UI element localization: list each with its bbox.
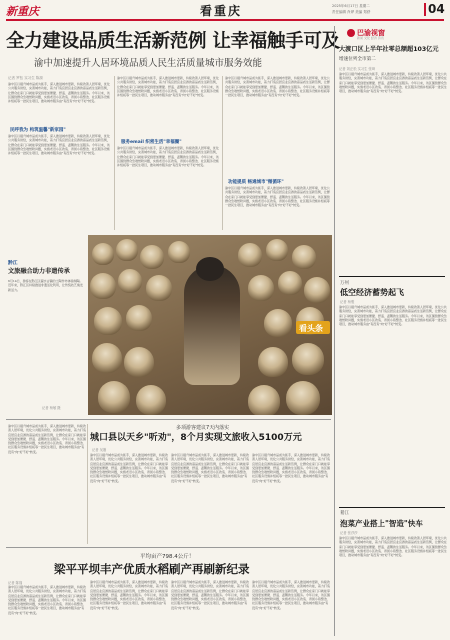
lead-col-1: 渝中区以提升城市品质为抓手，深入推进城市更新，持续改善人居环境，优化公共服务供给，完善城市功能，着力打造宜居宜业宜游的高品质生活新范例，让群众在家门口就能享受到更加便捷、舒适、温馨的生活服务。今年以来，该区围绕群众急难愁盼问题，实施老旧小区改造、背街小巷整治、社区服务设施补短板等一批民生项目，推动城市服务由"有没有"向"好不好"转变。 [8,82,110,104]
lead-subheadline: 渝中加速提升人居环境品质人民生活质量城市服务效能 [34,58,263,69]
liangping-col-1: 渝中区以提升城市品质为抓手，深入推进城市更新，持续改善人居环境，优化公共服务供给，完善城市功能，着力打造宜居宜业宜游的高品质生活新范例，让群众在家门口就能享受到更加便捷、舒适、温馨的生活服务。今年以来，该区围绕群众急难愁盼问题，实施老旧小区改造、背街小巷整治、社区服务设施补短板等一批民生项目，推动城市服务由"有没有"向"好不好"转变。 [8,585,86,615]
masthead-section: 看重庆 [200,4,243,18]
lead-col-2b: 渝中区以提升城市品质为抓手，深入推进城市更新，持续改善人居环境，优化公共服务供给，完善城市功能，着力打造宜居宜业宜游的高品质生活新范例，让群众在家门口就能享受到更加便捷、舒适、温馨的生活服务。今年以来，该区围绕群众急难愁盼问题，实施老旧小区改造、背街小巷整治、社区服务设施补短板等一批民生项目，推动城市服务由"有没有"向"好不好"转变。 [117,146,219,168]
photo-label-tag [296,321,330,334]
left-column-story: 渝中区以提升城市品质为抓手，深入推进城市更新，持续改善人居环境，优化公共服务供给，完善城市功能，着力打造宜居宜业宜游的高品质生活新范例，让群众在家门口就能享受到更加便捷、舒适、温馨的生活服务。今年以来，该区围绕群众急难愁盼问题，实施老旧小区改造、背街小巷整治、社区服务设施补短板等一批民生项目，推动城市服务由"有没有"向"好不好"转变。 [8,424,86,454]
sidebar-story3-region: 綦江 [340,511,349,516]
chengkou-headline: 城口县以天乡"听劝"，8个月实现文旅收入5100万元 [90,433,302,443]
lead-subhead-3: 功能提质 畅通城市"微循环" [228,180,284,185]
lead-headline: 全力建设品质生活新范例 让幸福触手可及 [6,31,340,52]
sidebar-top-story: 大渡口区上半年社零总额超103亿元 [339,46,439,53]
caption-headline: 文旅融合助力非遗传承 [8,268,70,275]
lead-subhead-2: 服务email 织密生活"幸福圈" [121,140,182,145]
caption-body: 6月14日，游客在黔江区濯水古镇的土陶作坊体验制陶。近年来，黔江区持续推进非遗活化利用，让传统技艺焕发新活力。 [8,279,83,292]
photo-caption [6,235,84,415]
lead-col-2: 渝中区以提升城市品质为抓手，深入推进城市更新，持续改善人居环境，优化公共服务供给，完善城市功能，着力打造宜居宜业宜游的高品质生活新范例，让群众在家门口就能享受到更加便捷、舒适、温馨的生活服务。今年以来，该区围绕群众急难愁盼问题，实施老旧小区改造、背街小巷整治、社区服务设施补短板等一批民生项目，推动城市服务由"有没有"向"好不好"转变。 [117,76,219,98]
sidebar-story3-body: 渝中区以提升城市品质为抓手，深入推进城市更新，持续改善人居环境，优化公共服务供给，完善城市功能，着力打造宜居宜业宜游的高品质生活新范例，让群众在家门口就能享受到更加便捷、舒适、温馨的生活服务。今年以来，该区围绕群众急难愁盼问题，实施老旧小区改造、背街小巷整治、社区服务设施补短板等一批民生项目，推动城市服务由"有没有"向"好不好"转变。 [339,536,447,558]
sidebar-story3-headline: 泡菜产业搭上"智造"快车 [340,519,423,528]
caption-region: 黔江 [8,261,18,266]
potter-figure [184,265,240,385]
liangping-kicker: 平均亩产798.4公斤！ [140,554,195,560]
brand-dot-icon [347,29,355,37]
masthead-date: 2025年6月17日 星期二 [332,4,370,8]
sidebar-story2-body: 渝中区以提升城市品质为抓手，深入推进城市更新，持续改善人居环境，优化公共服务供给，完善城市功能，着力打造宜居宜业宜游的高品质生活新范例，让群众在家门口就能享受到更加便捷、舒适、温馨的生活服务。今年以来，该区围绕群众急难愁盼问题，实施老旧小区改造、背街小巷整治、社区服务设施补短板等一批民生项目，推动城市服务由"有没有"向"好不好"转变。 [339,305,447,327]
chengkou-col-2: 渝中区以提升城市品质为抓手，深入推进城市更新，持续改善人居环境，优化公共服务供给，完善城市功能，着力打造宜居宜业宜游的高品质生活新范例，让群众在家门口就能享受到更加便捷、舒适、温馨的生活服务。今年以来，该区围绕群众急难愁盼问题，实施老旧小区改造、背街小巷整治、社区服务设施补短板等一批民生项目，推动城市服务由"有没有"向"好不好"转变。 [171,453,249,483]
sidebar-top-story-sub: 增速位列全市第二 [339,57,376,62]
sidebar-story2-region: 万州 [340,281,349,286]
liangping-headline: 梁平平坝丰产优质水稻刷产再刷新纪录 [54,562,250,576]
masthead-logo: 新重庆 [6,5,39,18]
lead-col-1b: 渝中区以提升城市品质为抓手，深入推进城市更新，持续改善人居环境，优化公共服务供给，完善城市功能，着力打造宜居宜业宜游的高品质生活新范例，让群众在家门口就能享受到更加便捷、舒适、温馨的生活服务。今年以来，该区围绕群众急难愁盼问题，实施老旧小区改造、背街小巷整治、社区服务设施补短板等一批民生项目，推动城市服务由"有没有"向"好不好"转变。 [8,134,110,156]
liangping-col-4: 渝中区以提升城市品质为抓手，深入推进城市更新，持续改善人居环境，优化公共服务供给，完善城市功能，着力打造宜居宜业宜游的高品质生活新范例，让群众在家门口就能享受到更加便捷、舒适、温馨的生活服务。今年以来，该区围绕群众急难愁盼问题，实施老旧小区改造、背街小巷整治、社区服务设施补短板等一批民生项目，推动城市服务由"有没有"向"好不好"转变。 [252,580,330,610]
photo-label: 看头条 [299,323,323,333]
sidebar-brand-sub: 新闻 文化 经济 资讯 [357,36,384,40]
sidebar-story2-headline: 低空经济蓄势起飞 [340,288,404,297]
chengkou-col-3: 渝中区以提升城市品质为抓手，深入推进城市更新，持续改善人居环境，优化公共服务供给，完善城市功能，着力打造宜居宜业宜游的高品质生活新范例，让群众在家门口就能享受到更加便捷、舒适、温馨的生活服务。今年以来，该区围绕群众急难愁盼问题，实施老旧小区改造、背街小巷整治、社区服务设施补短板等一批民生项目，推动城市服务由"有没有"向"好不好"转变。 [252,453,330,483]
sidebar-top-byline: 记者 刘正松 实习生 张琦 [339,67,376,71]
liangping-col-3: 渝中区以提升城市品质为抓手，深入推进城市更新，持续改善人居环境，优化公共服务供给，完善城市功能，着力打造宜居宜业宜游的高品质生活新范例，让群众在家门口就能享受到更加便捷、舒适、温馨的生活服务。今年以来，该区围绕群众急难愁盼问题，实施老旧小区改造、背街小巷整治、社区服务设施补短板等一批民生项目，推动城市服务由"有没有"向"好不好"转变。 [171,580,249,610]
lead-col-3: 渝中区以提升城市品质为抓手，深入推进城市更新，持续改善人居环境，优化公共服务供给，完善城市功能，着力打造宜居宜业宜游的高品质生活新范例，让群众在家门口就能享受到更加便捷、舒适、温馨的生活服务。今年以来，该区围绕群众急难愁盼问题，实施老旧小区改造、背街小巷整治、社区服务设施补短板等一批民生项目，推动城市服务由"有没有"向"好不好"转变。 [225,76,330,98]
caption-credit: 记者 杨敏 摄 [42,406,61,410]
sidebar-top-body: 渝中区以提升城市品质为抓手，深入推进城市更新，持续改善人居环境，优化公共服务供给，完善城市功能，着力打造宜居宜业宜游的高品质生活新范例，让群众在家门口就能享受到更加便捷、舒适、温馨的生活服务。今年以来，该区围绕群众急难愁盼问题，实施老旧小区改造、背街小巷整治、社区服务设施补短板等一批民生项目，推动城市服务由"有没有"向"好不好"转变。 [339,72,447,94]
masthead [0,0,450,22]
liangping-col-2: 渝中区以提升城市品质为抓手，深入推进城市更新，持续改善人居环境，优化公共服务供给，完善城市功能，着力打造宜居宜业宜游的高品质生活新范例，让群众在家门口就能享受到更加便捷、舒适、温馨的生活服务。今年以来，该区围绕群众急难愁盼问题，实施老旧小区改造、背街小巷整治、社区服务设施补短板等一批民生项目，推动城市服务由"有没有"向"好不好"转变。 [90,580,168,610]
sidebar-story3-byline: 记者 张莎莎 [340,531,358,535]
sidebar-brand [339,27,445,41]
liangping-byline: 记者 陈翔 [8,581,23,585]
masthead-editor: 责任编辑 肖烨 美编 郑舒 [332,10,371,14]
lead-col-3b: 渝中区以提升城市品质为抓手，深入推进城市更新，持续改善人居环境，优化公共服务供给，完善城市功能，着力打造宜居宜业宜游的高品质生活新范例，让群众在家门口就能享受到更加便捷、舒适、温馨的生活服务。今年以来，该区围绕群众急难愁盼问题，实施老旧小区改造、背街小巷整治、社区服务设施补短板等一批民生项目，推动城市服务由"有没有"向"好不好"转变。 [225,186,330,208]
sidebar-brand-logo: 巴渝视窗 [357,29,385,37]
chengkou-kicker: 多项游客建议7天内落实 [176,425,230,431]
page-number: 04 [428,2,445,16]
chengkou-col-1: 渝中区以提升城市品质为抓手，深入推进城市更新，持续改善人居环境，优化公共服务供给，完善城市功能，着力打造宜居宜业宜游的高品质生活新范例，让群众在家门口就能享受到更加便捷、舒适、温馨的生活服务。今年以来，该区围绕群众急难愁盼问题，实施老旧小区改造、背街小巷整治、社区服务设施补短板等一批民生项目，推动城市服务由"有没有"向"好不好"转变。 [90,453,168,483]
lead-subhead-1: 民呼我为 构筑温馨"新家园" [10,128,66,133]
chengkou-byline: 记者 吴刚 [92,448,107,452]
lead-byline: 记者 罗钰 实习生 陈源 [8,76,43,80]
sidebar-story2-byline: 记者 杨骏 [340,300,355,304]
